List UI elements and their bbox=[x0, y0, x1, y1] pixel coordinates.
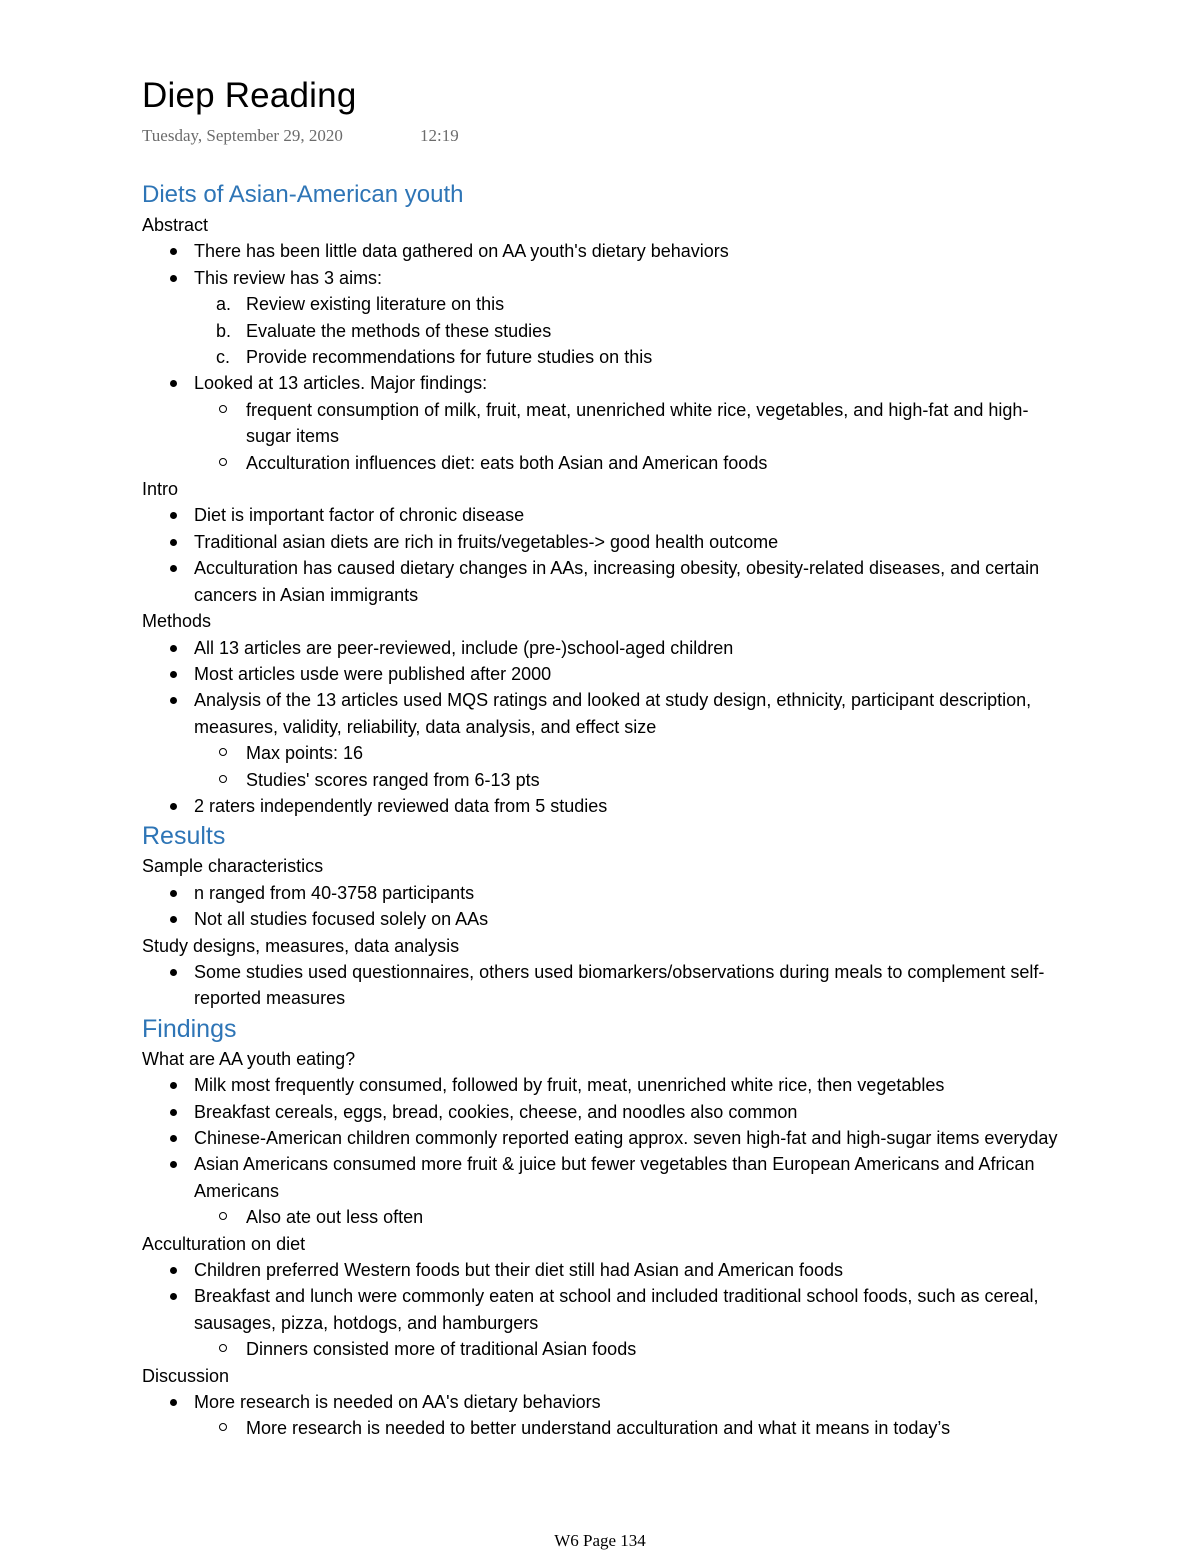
intro-list bbox=[142, 502, 1072, 608]
list-item: c. Provide recommendations for future studies on this bbox=[216, 347, 653, 368]
bullet-icon bbox=[170, 1267, 177, 1274]
discussion-list bbox=[142, 1389, 1072, 1415]
page-date: Tuesday, September 29, 2020 bbox=[142, 126, 343, 145]
bullet-icon bbox=[170, 969, 177, 976]
list-item: Breakfast cereals, eggs, bread, cookies, cheese, and noodles also common bbox=[142, 1099, 1072, 1125]
acculturation-list bbox=[142, 1257, 1072, 1336]
list-item: Looked at 13 articles. Major findings: bbox=[142, 370, 1072, 396]
bullet-icon bbox=[170, 1135, 177, 1142]
list-item: There has been little data gathered on AA youth's dietary behaviors bbox=[142, 238, 1072, 264]
sample-list bbox=[142, 880, 1072, 933]
subheading-designs: Study designs, measures, data analysis bbox=[142, 935, 460, 956]
hollow-bullet-icon bbox=[219, 458, 227, 466]
hollow-bullet-icon bbox=[219, 775, 227, 783]
list-item: Traditional asian diets are rich in fruits/vegetables-> good health outcome bbox=[142, 529, 1072, 555]
subheading-methods: Methods bbox=[142, 611, 212, 632]
list-item: Acculturation influences diet: eats both Asian and American foods bbox=[142, 450, 1072, 476]
list-item: Not all studies focused solely on AAs bbox=[142, 906, 1072, 932]
methods-list-continued bbox=[142, 793, 1072, 819]
list-item: a. Review existing literature on this bbox=[216, 294, 505, 315]
list-item: 2 raters independently reviewed data from 5 studies bbox=[142, 793, 1072, 819]
section-heading-diets: Diets of Asian-American youth bbox=[142, 181, 464, 208]
list-item: Max points: 16 bbox=[142, 740, 1072, 766]
section-heading-findings: Findings bbox=[142, 1014, 237, 1043]
aims-list bbox=[142, 291, 1072, 370]
list-item: Also ate out less often bbox=[142, 1204, 1072, 1230]
bullet-icon bbox=[170, 512, 177, 519]
hollow-bullet-icon bbox=[219, 405, 227, 413]
list-item: Breakfast and lunch were commonly eaten at school and included traditional school foods, such as cereal, sausages, pizza, hotdogs, and hamburgers bbox=[142, 1283, 1072, 1336]
list-item: frequent consumption of milk, fruit, meat, unenriched white rice, vegetables, and high-fat and high-sugar items bbox=[142, 397, 1072, 450]
list-item: Asian Americans consumed more fruit & juice but fewer vegetables than European Americans and African Americans bbox=[142, 1151, 1072, 1204]
hollow-bullet-icon bbox=[219, 1212, 227, 1220]
methods-list bbox=[142, 635, 1072, 741]
bullet-icon bbox=[170, 890, 177, 897]
list-item: This review has 3 aims: bbox=[142, 265, 1072, 291]
abstract-list-continued bbox=[142, 370, 1072, 396]
hollow-bullet-icon bbox=[219, 1423, 227, 1431]
bullet-icon bbox=[170, 380, 177, 387]
subheading-sample: Sample characteristics bbox=[142, 856, 324, 877]
list-item: Some studies used questionnaires, others used biomarkers/observations during meals to complement self-reported measures bbox=[142, 959, 1072, 1012]
list-item: Dinners consisted more of traditional Asian foods bbox=[142, 1336, 1072, 1362]
bullet-icon bbox=[170, 1399, 177, 1406]
note-content bbox=[142, 178, 1072, 1442]
bullet-icon bbox=[170, 803, 177, 810]
bullet-icon bbox=[170, 697, 177, 704]
bullet-icon bbox=[170, 1293, 177, 1300]
page-title: Diep Reading bbox=[142, 76, 357, 115]
subheading-abstract: Abstract bbox=[142, 215, 209, 235]
bullet-icon bbox=[170, 671, 177, 678]
bullet-icon bbox=[170, 1082, 177, 1089]
designs-list bbox=[142, 959, 1072, 1012]
list-item: Children preferred Western foods but their diet still had Asian and American foods bbox=[142, 1257, 1072, 1283]
abstract-list bbox=[142, 238, 1072, 291]
bullet-icon bbox=[170, 916, 177, 923]
bullet-icon bbox=[170, 645, 177, 652]
page-metadata bbox=[142, 126, 459, 146]
list-item: All 13 articles are peer-reviewed, include (pre-)school-aged children bbox=[142, 635, 1072, 661]
hollow-bullet-icon bbox=[219, 748, 227, 756]
hollow-bullet-icon bbox=[219, 1344, 227, 1352]
eating-list bbox=[142, 1072, 1072, 1204]
subheading-intro: Intro bbox=[142, 479, 179, 500]
list-item: Most articles usde were published after 2000 bbox=[142, 661, 1072, 687]
section-heading-results: Results bbox=[142, 822, 226, 851]
list-item: Studies' scores ranged from 6-13 pts bbox=[142, 767, 1072, 793]
list-item: b. Evaluate the methods of these studies bbox=[216, 320, 552, 341]
bullet-icon bbox=[170, 1161, 177, 1168]
bullet-icon bbox=[170, 275, 177, 282]
list-item: Acculturation has caused dietary changes in AAs, increasing obesity, obesity-related diseases, and certain cancers in Asian immigrants bbox=[142, 555, 1072, 608]
subheading-eating: What are AA youth eating? bbox=[142, 1048, 356, 1069]
discussion-sub-list bbox=[142, 1415, 1072, 1441]
bullet-icon bbox=[170, 1109, 177, 1116]
bullet-icon bbox=[170, 248, 177, 255]
list-item: More research is needed on AA's dietary behaviors bbox=[142, 1389, 1072, 1415]
list-item: Diet is important factor of chronic disease bbox=[142, 502, 1072, 528]
bullet-icon bbox=[170, 565, 177, 572]
list-item: Analysis of the 13 articles used MQS ratings and looked at study design, ethnicity, participant description, measures, validity, reliability, data analysis, and effect size bbox=[142, 687, 1072, 740]
subheading-discussion: Discussion bbox=[142, 1365, 230, 1386]
eating-sub-list bbox=[142, 1204, 1072, 1230]
list-item: Chinese-American children commonly reported eating approx. seven high-fat and high-sugar items everyday bbox=[142, 1125, 1072, 1151]
acculturation-sub-list bbox=[142, 1336, 1072, 1362]
list-item: More research is needed to better understand acculturation and what it means in today’s bbox=[142, 1415, 1072, 1441]
methods-sub-list bbox=[142, 740, 1072, 793]
list-item: n ranged from 40-3758 participants bbox=[142, 880, 1072, 906]
list-item: Milk most frequently consumed, followed by fruit, meat, unenriched white rice, then vegetables bbox=[142, 1072, 1072, 1098]
page-footer: W6 Page 134 bbox=[554, 1531, 646, 1550]
major-findings-list bbox=[142, 397, 1072, 476]
bullet-icon bbox=[170, 539, 177, 546]
subheading-acculturation: Acculturation on diet bbox=[142, 1233, 306, 1254]
page-time: 12:19 bbox=[420, 126, 459, 145]
